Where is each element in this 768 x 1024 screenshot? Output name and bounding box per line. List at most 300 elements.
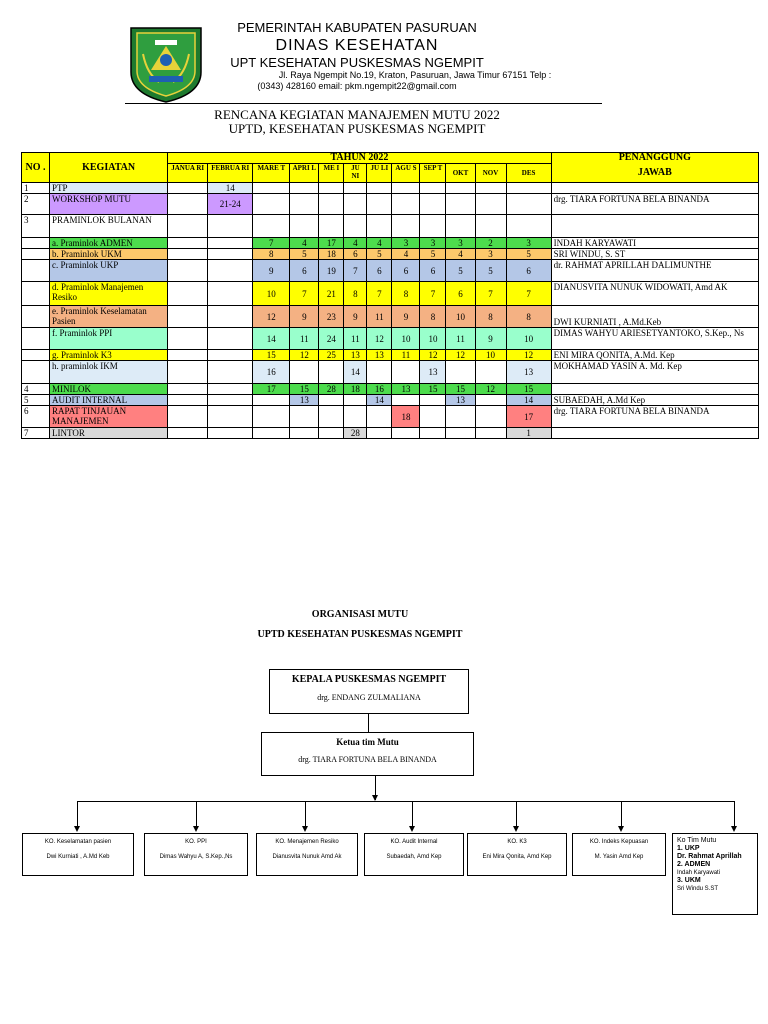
row-kegiatan: RAPAT TINJAUAN MANAJEMEN xyxy=(50,406,168,428)
month-cell xyxy=(290,361,319,384)
month-header: JANUA RI xyxy=(168,164,208,183)
month-cell xyxy=(475,406,506,428)
row-no: 6 xyxy=(22,406,50,428)
table-row xyxy=(22,306,759,328)
sub-box xyxy=(256,833,358,876)
row-no: 3 xyxy=(22,215,50,238)
tim-mutu-box xyxy=(672,833,758,915)
row-no: 5 xyxy=(22,395,50,406)
month-cell xyxy=(168,361,208,384)
month-cell xyxy=(319,361,344,384)
month-cell xyxy=(420,406,446,428)
month-cell: 4 xyxy=(344,238,367,249)
row-penanggung-jawab: dr. RAHMAT APRILLAH DALIMUNTHE xyxy=(551,260,758,282)
month-cell: 14 xyxy=(506,395,551,406)
row-no xyxy=(22,361,50,384)
row-kegiatan: WORKSHOP MUTU xyxy=(50,194,168,215)
sub-name: Dianusvita Nunuk Amd Ak xyxy=(272,854,342,860)
table-row xyxy=(22,384,759,395)
month-cell: 1 xyxy=(506,428,551,439)
header-dinas: DINAS KESEHATAN xyxy=(275,37,439,54)
arrow-down-icon xyxy=(513,826,519,832)
sub-name: Dwi Kurniati , A.Md Keb xyxy=(46,854,110,860)
sub-box xyxy=(22,833,134,876)
row-kegiatan: f. Praminlok PPI xyxy=(50,328,168,350)
month-cell xyxy=(420,428,446,439)
month-header: FEBRUA RI xyxy=(208,164,253,183)
month-cell xyxy=(420,395,446,406)
tim-line: Sri Windu S.ST xyxy=(677,886,719,892)
sub-title: KO. Menajemen Resiko xyxy=(275,839,339,845)
month-cell: 15 xyxy=(253,350,290,361)
month-cell xyxy=(506,215,551,238)
month-cell: 11 xyxy=(367,306,392,328)
month-cell xyxy=(367,183,392,194)
month-cell: 6 xyxy=(420,260,446,282)
month-cell xyxy=(319,428,344,439)
month-cell: 3 xyxy=(392,238,420,249)
month-cell: 6 xyxy=(367,260,392,282)
month-cell: 28 xyxy=(319,384,344,395)
month-header: JU NI xyxy=(344,164,367,183)
month-cell: 5 xyxy=(367,249,392,260)
table-row xyxy=(22,194,759,215)
month-cell: 9 xyxy=(475,328,506,350)
row-kegiatan: b. Praminlok UKM xyxy=(50,249,168,260)
sub-box xyxy=(467,833,567,876)
table-row xyxy=(22,249,759,260)
row-no xyxy=(22,306,50,328)
month-cell xyxy=(168,384,208,395)
month-cell: 10 xyxy=(506,328,551,350)
month-cell: 4 xyxy=(290,238,319,249)
month-cell xyxy=(253,183,290,194)
connector-line xyxy=(196,801,197,827)
row-kegiatan: AUDIT INTERNAL xyxy=(50,395,168,406)
kepala-name: drg. ENDANG ZULMALIANA xyxy=(317,693,421,702)
month-cell: 7 xyxy=(253,238,290,249)
table-row xyxy=(22,428,759,439)
month-cell: 18 xyxy=(319,249,344,260)
month-cell xyxy=(367,194,392,215)
ketua-title: Ketua tim Mutu xyxy=(336,737,399,747)
month-cell: 8 xyxy=(420,306,446,328)
month-cell: 15 xyxy=(290,384,319,395)
month-header: OKT xyxy=(446,164,475,183)
tim-line: 3. UKM xyxy=(677,877,701,884)
table-row xyxy=(22,406,759,428)
month-cell: 12 xyxy=(367,328,392,350)
month-cell: 8 xyxy=(506,306,551,328)
month-cell: 10 xyxy=(420,328,446,350)
month-cell xyxy=(475,361,506,384)
month-cell xyxy=(506,183,551,194)
month-cell: 11 xyxy=(446,328,475,350)
month-cell xyxy=(392,183,420,194)
header-kegiatan: KEGIATAN xyxy=(50,153,168,183)
month-cell: 15 xyxy=(446,384,475,395)
row-kegiatan: a. Praminlok ADMEN xyxy=(50,238,168,249)
tim-line: Dr. Rahmat Aprillah xyxy=(677,853,742,860)
org-title: ORGANISASI MUTU xyxy=(311,609,409,620)
month-cell xyxy=(168,406,208,428)
month-cell: 6 xyxy=(344,249,367,260)
table-row xyxy=(22,282,759,306)
arrow-down-icon xyxy=(74,826,80,832)
month-header: AGU S xyxy=(392,164,420,183)
month-cell: 10 xyxy=(475,350,506,361)
month-header: JU LI xyxy=(367,164,392,183)
month-cell xyxy=(253,428,290,439)
row-kegiatan: d. Praminlok Manajemen Resiko xyxy=(50,282,168,306)
schedule-table xyxy=(21,152,759,439)
row-penanggung-jawab: drg. TIARA FORTUNA BELA BINANDA xyxy=(551,194,758,215)
table-row xyxy=(22,361,759,384)
month-cell xyxy=(253,406,290,428)
tim-line: 2. ADMEN xyxy=(677,861,711,868)
row-no xyxy=(22,282,50,306)
month-cell: 13 xyxy=(506,361,551,384)
row-no: 4 xyxy=(22,384,50,395)
month-cell xyxy=(420,183,446,194)
month-cell xyxy=(208,215,253,238)
month-cell: 15 xyxy=(420,384,446,395)
arrow-down-icon xyxy=(731,826,737,832)
month-cell: 7 xyxy=(290,282,319,306)
header-address: Jl. Raya Ngempit No.19, Kraton, Pasuruan, Jawa Timur 67151 Telp : xyxy=(278,70,552,80)
month-header: DES xyxy=(506,164,551,183)
sub-title: KO. PPI xyxy=(185,839,207,845)
month-cell xyxy=(344,406,367,428)
month-cell xyxy=(168,194,208,215)
month-cell xyxy=(446,183,475,194)
ketua-box xyxy=(261,732,474,776)
month-cell: 21 xyxy=(319,282,344,306)
month-cell xyxy=(208,395,253,406)
month-cell: 23 xyxy=(319,306,344,328)
month-cell xyxy=(319,215,344,238)
month-cell: 11 xyxy=(344,328,367,350)
month-cell: 3 xyxy=(420,238,446,249)
connector-line xyxy=(516,801,517,827)
document-subtitle: UPTD, KESEHATAN PUSKESMAS NGEMPIT xyxy=(228,121,486,136)
connector-line xyxy=(305,801,306,827)
sub-title: KO. Indeks Kepuasan xyxy=(589,839,649,845)
header-divider xyxy=(125,103,602,104)
tim-line: 1. UKP xyxy=(677,845,700,852)
connector-line xyxy=(77,801,78,827)
month-cell xyxy=(319,406,344,428)
month-cell: 5 xyxy=(446,260,475,282)
month-cell xyxy=(168,249,208,260)
month-cell: 12 xyxy=(253,306,290,328)
connector-horizontal xyxy=(77,801,734,802)
month-cell xyxy=(253,194,290,215)
month-cell: 9 xyxy=(253,260,290,282)
month-cell: 15 xyxy=(506,384,551,395)
month-cell: 24 xyxy=(319,328,344,350)
row-penanggung-jawab xyxy=(551,183,758,194)
month-cell: 4 xyxy=(392,249,420,260)
month-cell xyxy=(208,249,253,260)
month-header: MARE T xyxy=(253,164,290,183)
month-cell xyxy=(208,350,253,361)
sub-title: KO. K3 xyxy=(507,839,527,845)
month-cell: 13 xyxy=(392,384,420,395)
row-kegiatan: g. Praminlok K3 xyxy=(50,350,168,361)
month-cell xyxy=(290,194,319,215)
row-no xyxy=(22,238,50,249)
row-no: 2 xyxy=(22,194,50,215)
month-header: ME I xyxy=(319,164,344,183)
month-cell: 2 xyxy=(475,238,506,249)
month-cell xyxy=(446,428,475,439)
month-cell xyxy=(290,183,319,194)
month-cell: 17 xyxy=(506,406,551,428)
arrow-down-icon xyxy=(302,826,308,832)
month-cell xyxy=(208,306,253,328)
row-penanggung-jawab: DWI KURNIATI , A.Md.Keb xyxy=(551,306,758,328)
month-cell xyxy=(367,361,392,384)
row-no xyxy=(22,350,50,361)
header-jawab: JAWAB xyxy=(551,164,758,183)
month-cell xyxy=(208,361,253,384)
ketua-name: drg. TIARA FORTUNA BELA BINANDA xyxy=(298,755,437,764)
row-kegiatan: PRAMINLOK BULANAN xyxy=(50,215,168,238)
row-no: 1 xyxy=(22,183,50,194)
sub-box xyxy=(144,833,248,876)
month-cell: 13 xyxy=(420,361,446,384)
month-cell: 13 xyxy=(446,395,475,406)
month-cell: 21-24 xyxy=(208,194,253,215)
month-cell xyxy=(168,282,208,306)
month-cell: 5 xyxy=(420,249,446,260)
month-cell: 5 xyxy=(506,249,551,260)
header-contact: (0343) 428160 email: pkm.ngempit22@gmail.com xyxy=(257,81,457,91)
row-penanggung-jawab xyxy=(551,428,758,439)
month-cell xyxy=(319,194,344,215)
month-cell xyxy=(168,395,208,406)
connector-line xyxy=(621,801,622,827)
month-cell xyxy=(208,328,253,350)
arrow-down-icon xyxy=(618,826,624,832)
month-cell xyxy=(168,428,208,439)
month-cell: 14 xyxy=(253,328,290,350)
month-cell xyxy=(344,183,367,194)
month-cell: 16 xyxy=(253,361,290,384)
month-cell: 17 xyxy=(253,384,290,395)
connector-line xyxy=(412,801,413,827)
month-cell xyxy=(168,350,208,361)
row-kegiatan: PTP xyxy=(50,183,168,194)
month-header: SEP T xyxy=(420,164,446,183)
month-cell: 7 xyxy=(420,282,446,306)
month-header: NOV xyxy=(475,164,506,183)
header-no: NO . xyxy=(22,153,50,183)
month-cell: 7 xyxy=(475,282,506,306)
month-cell: 13 xyxy=(344,350,367,361)
sub-title: KO. Keselamatan pasien xyxy=(44,839,112,845)
month-cell: 3 xyxy=(446,238,475,249)
row-kegiatan: c. Praminlok UKP xyxy=(50,260,168,282)
month-cell xyxy=(319,395,344,406)
month-cell xyxy=(392,395,420,406)
month-cell xyxy=(168,260,208,282)
month-cell: 11 xyxy=(290,328,319,350)
month-header: APRI L xyxy=(290,164,319,183)
connector-line xyxy=(368,714,369,732)
table-row xyxy=(22,350,759,361)
month-cell: 7 xyxy=(344,260,367,282)
connector-line xyxy=(734,801,735,827)
org-subtitle: UPTD KESEHATAN PUSKESMAS NGEMPIT xyxy=(257,629,463,640)
row-penanggung-jawab: SUBAEDAH, A.Md Kep xyxy=(551,395,758,406)
month-cell: 4 xyxy=(367,238,392,249)
month-cell: 16 xyxy=(367,384,392,395)
row-penanggung-jawab: DIMAS WAHYU ARIESETYANTOKO, S.Kep., Ns xyxy=(551,328,758,350)
month-cell xyxy=(367,215,392,238)
sub-name: Subaedah, Amd Kep xyxy=(386,854,442,860)
month-cell: 25 xyxy=(319,350,344,361)
document-title: RENCANA KEGIATAN MANAJEMEN MUTU 2022 xyxy=(214,107,500,122)
month-cell xyxy=(420,215,446,238)
sub-title: KO. Audit Internal xyxy=(390,839,438,845)
table-row xyxy=(22,238,759,249)
month-cell: 9 xyxy=(392,306,420,328)
month-cell xyxy=(392,215,420,238)
month-cell: 12 xyxy=(420,350,446,361)
month-cell: 14 xyxy=(367,395,392,406)
month-cell xyxy=(208,238,253,249)
month-cell: 12 xyxy=(446,350,475,361)
month-cell xyxy=(253,215,290,238)
month-cell: 4 xyxy=(446,249,475,260)
month-cell: 13 xyxy=(290,395,319,406)
month-cell: 9 xyxy=(290,306,319,328)
sub-box xyxy=(572,833,666,876)
month-cell: 11 xyxy=(392,350,420,361)
month-cell xyxy=(367,428,392,439)
month-cell xyxy=(208,428,253,439)
month-cell: 3 xyxy=(475,249,506,260)
row-kegiatan: h. praminlok IKM xyxy=(50,361,168,384)
sub-name: Dimas Wahyu A, S.Kep.,Ns xyxy=(159,854,233,860)
month-cell xyxy=(392,361,420,384)
month-cell: 18 xyxy=(344,384,367,395)
pasuruan-regency-logo xyxy=(125,24,207,104)
month-cell xyxy=(168,183,208,194)
kepala-title: KEPALA PUSKESMAS NGEMPIT xyxy=(291,674,447,685)
month-cell xyxy=(208,260,253,282)
month-cell: 8 xyxy=(253,249,290,260)
tim-line: Indah Karyawati xyxy=(677,870,721,876)
month-cell xyxy=(168,238,208,249)
month-cell xyxy=(344,194,367,215)
sub-name: Eni Mira Qonita, Amd Kep xyxy=(482,854,552,860)
month-cell xyxy=(344,395,367,406)
tim-title: Ko Tim Mutu xyxy=(677,837,717,844)
month-cell: 8 xyxy=(344,282,367,306)
table-row xyxy=(22,260,759,282)
month-cell: 28 xyxy=(344,428,367,439)
month-cell xyxy=(392,428,420,439)
month-cell: 12 xyxy=(290,350,319,361)
month-cell xyxy=(446,361,475,384)
month-cell: 6 xyxy=(446,282,475,306)
month-cell: 6 xyxy=(290,260,319,282)
row-penanggung-jawab: INDAH KARYAWATI xyxy=(551,238,758,249)
month-cell: 6 xyxy=(392,260,420,282)
month-cell xyxy=(475,183,506,194)
month-cell xyxy=(475,428,506,439)
month-cell: 12 xyxy=(506,350,551,361)
row-no xyxy=(22,249,50,260)
sub-box xyxy=(364,833,464,876)
month-cell xyxy=(475,194,506,215)
month-cell xyxy=(506,194,551,215)
row-kegiatan: LINTOR xyxy=(50,428,168,439)
month-cell xyxy=(367,406,392,428)
month-cell xyxy=(392,194,420,215)
month-cell xyxy=(475,215,506,238)
row-penanggung-jawab: DIANUSVITA NUNUK WIDOWATI, Amd AK xyxy=(551,282,758,306)
month-cell xyxy=(290,406,319,428)
month-cell xyxy=(420,194,446,215)
month-cell xyxy=(290,428,319,439)
month-cell xyxy=(208,282,253,306)
sub-name: M. Yasin Amd Kep xyxy=(594,854,644,860)
month-cell: 12 xyxy=(475,384,506,395)
month-cell: 6 xyxy=(506,260,551,282)
kepala-box xyxy=(269,669,469,714)
month-cell: 10 xyxy=(392,328,420,350)
month-cell xyxy=(253,395,290,406)
table-row xyxy=(22,328,759,350)
month-cell: 3 xyxy=(506,238,551,249)
arrow-down-icon xyxy=(409,826,415,832)
month-cell xyxy=(446,406,475,428)
month-cell: 14 xyxy=(344,361,367,384)
row-penanggung-jawab: SRI WINDU, S. ST xyxy=(551,249,758,260)
month-cell xyxy=(168,328,208,350)
month-cell: 8 xyxy=(475,306,506,328)
month-cell: 18 xyxy=(392,406,420,428)
header-penanggung: PENANGGUNG xyxy=(551,153,758,164)
month-cell: 13 xyxy=(367,350,392,361)
header-government: PEMERINTAH KABUPATEN PASURUAN xyxy=(237,20,477,35)
row-penanggung-jawab xyxy=(551,215,758,238)
month-cell: 8 xyxy=(392,282,420,306)
month-cell xyxy=(446,215,475,238)
month-cell: 19 xyxy=(319,260,344,282)
row-penanggung-jawab: drg. TIARA FORTUNA BELA BINANDA xyxy=(551,406,758,428)
table-row xyxy=(22,183,759,194)
row-penanggung-jawab xyxy=(551,384,758,395)
month-cell xyxy=(319,183,344,194)
arrow-down-icon xyxy=(193,826,199,832)
row-no: 7 xyxy=(22,428,50,439)
month-cell xyxy=(344,215,367,238)
row-penanggung-jawab: ENI MIRA QONITA, A.Md. Kep xyxy=(551,350,758,361)
table-row xyxy=(22,215,759,238)
month-cell xyxy=(168,215,208,238)
month-cell xyxy=(208,384,253,395)
month-cell xyxy=(290,215,319,238)
row-kegiatan: e. Praminlok Keselamatan Pasien xyxy=(50,306,168,328)
table-row xyxy=(22,395,759,406)
month-cell: 14 xyxy=(208,183,253,194)
month-cell: 7 xyxy=(506,282,551,306)
